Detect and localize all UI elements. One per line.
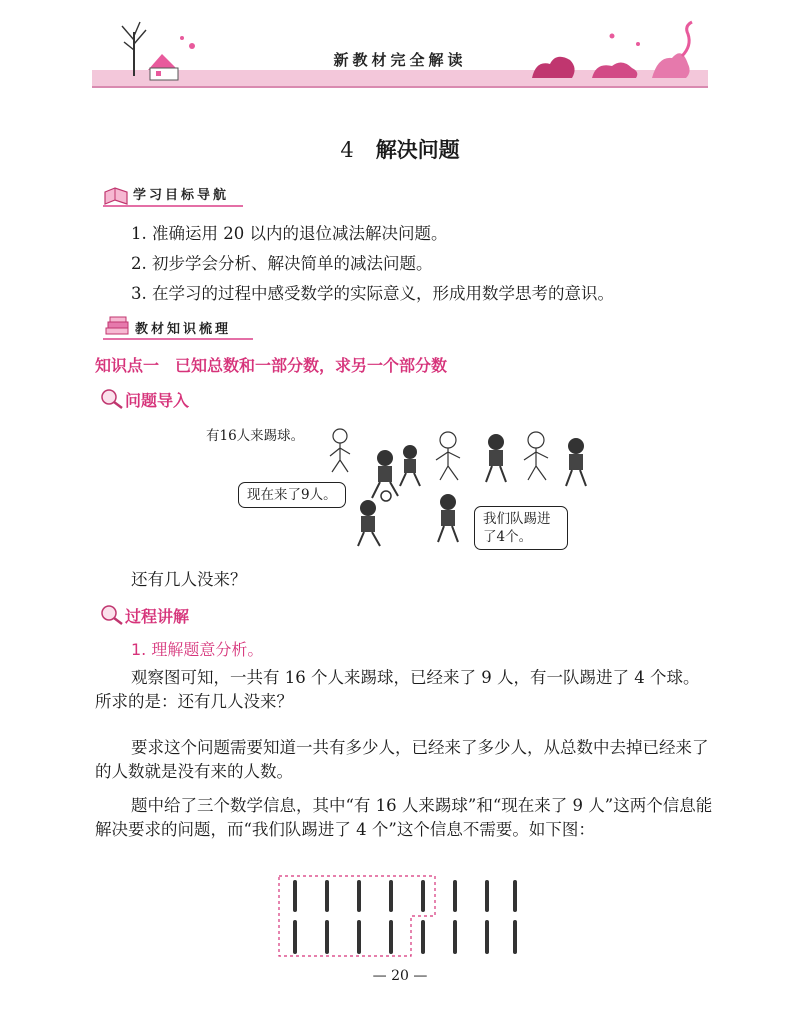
goals-label: 学习目标导航 — [133, 188, 230, 203]
paragraph: 观察图可知，一共有 16 个人来踢球，已经来了 9 人，有一队踢进了 4 个球。所求的是：还有几人没来？ — [95, 668, 700, 711]
lesson-title — [0, 134, 800, 164]
knowledge-point-title: 知识点一 已知总数和一部分数，求另一个部分数 — [95, 356, 448, 375]
book-icon — [103, 184, 129, 206]
goal-item: 3. 在学习的过程中感受数学的实际意义，形成用数学思考的意识。 — [131, 284, 614, 303]
intro-label: 问题导入 — [125, 391, 190, 410]
knowledge-label: 教材知识梳理 — [135, 322, 232, 337]
header-title: 新教材完全解读 — [333, 51, 467, 69]
header-line — [92, 86, 708, 88]
goals-underline — [103, 205, 243, 207]
speech-bubble-right: 我们队踢进了4个。 — [474, 506, 568, 550]
sticks-diagram — [275, 870, 525, 962]
paragraph: 题中给了三个数学信息，其中“有 16 人来踢球”和“现在来了 9 人”这两个信息能解决要求的问题，而“我们队踢进了 4 个”这个信息不需要。如下图： — [95, 796, 713, 839]
step1-heading: 1. 理解题意分析。 — [131, 640, 264, 659]
lesson-name: 解决问题 — [375, 138, 460, 162]
illustration-caption: 有16人来踢球。 — [206, 428, 305, 444]
knowledge-underline — [103, 338, 253, 340]
books-stack-icon — [103, 316, 131, 338]
page-number: — 20 — — [372, 968, 428, 984]
question-text: 还有几人没来？ — [131, 570, 247, 589]
soccer-illustration — [200, 420, 595, 560]
process-label: 过程讲解 — [125, 607, 190, 626]
goal-item: 1. 准确运用 20 以内的退位减法解决问题。 — [131, 224, 448, 243]
magnifier-icon — [100, 604, 124, 626]
magnifier-icon — [100, 388, 124, 410]
paragraph: 要求这个问题需要知道一共有多少人，已经来了多少人，从总数中去掉已经来了的人数就是没有来的人数。 — [95, 738, 709, 781]
speech-bubble-left: 现在来了9人。 — [238, 482, 346, 508]
goal-item: 2. 初步学会分析、解决简单的减法问题。 — [131, 254, 433, 273]
lesson-number: 4 — [340, 138, 354, 162]
